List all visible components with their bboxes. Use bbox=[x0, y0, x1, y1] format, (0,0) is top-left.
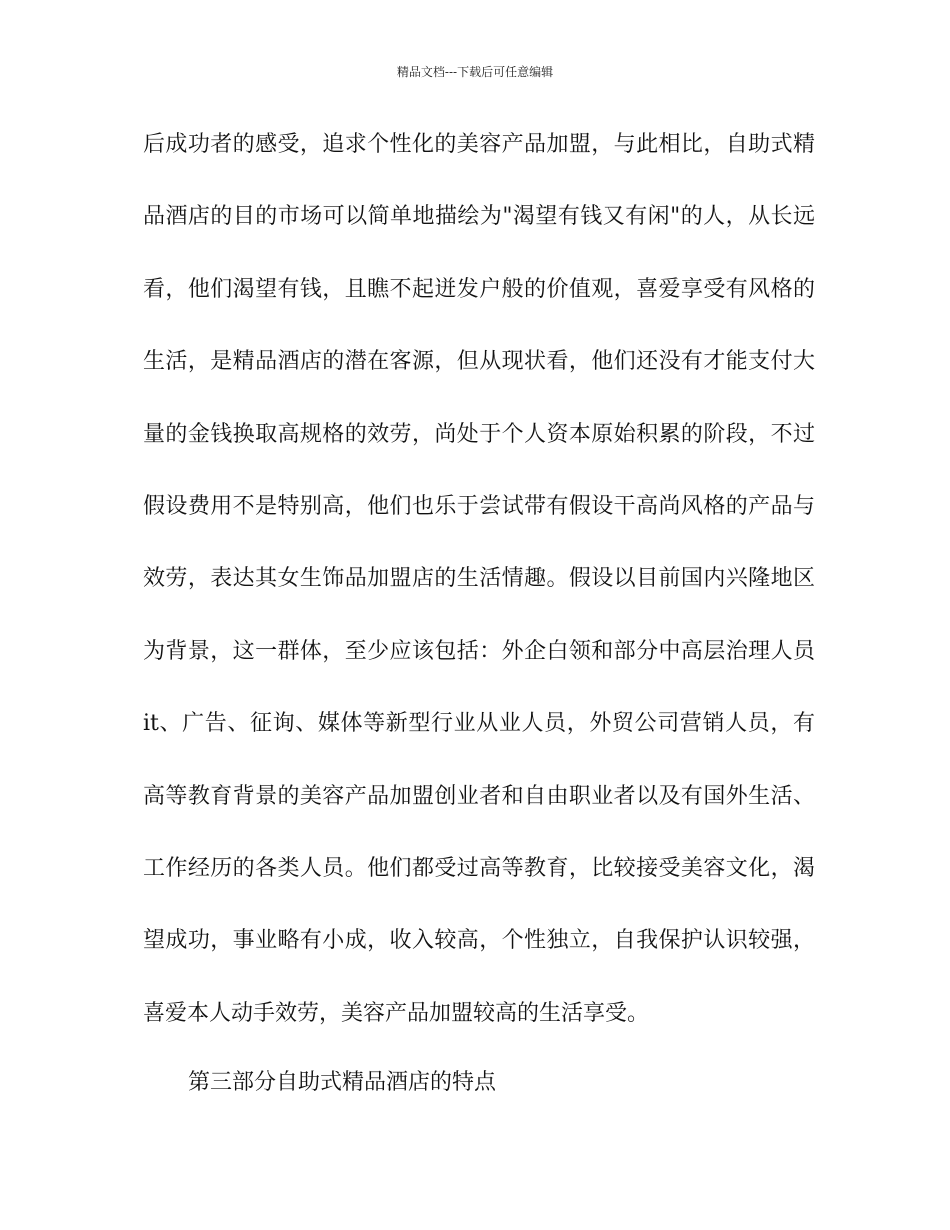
page-header: 精品文档---下载后可任意编辑 bbox=[396, 65, 554, 79]
paragraph-line: 效劳，表达其女生饰品加盟店的生活情趣。假设以目前国内兴隆地区 bbox=[143, 566, 815, 592]
body-paragraph bbox=[143, 125, 815, 1066]
paragraph-line: 工作经历的各类人员。他们都受过高等教育，比较接受美容文化，渴 bbox=[143, 855, 815, 881]
paragraph-line: 后成功者的感受，追求个性化的美容产品加盟，与此相比，自助式精 bbox=[143, 132, 815, 157]
paragraph-line: 量的金钱换取高规格的效劳，尚处于个人资本原始积累的阶段，不过 bbox=[143, 421, 815, 447]
paragraph-line: it、广告、征询、媒体等新型行业从业人员，外贸公司营销人员，有 bbox=[143, 711, 815, 737]
paragraph-line: 生活，是精品酒店的潜在客源，但从现状看，他们还没有才能支付大 bbox=[143, 349, 815, 375]
paragraph-line: 喜爱本人动手效劳，美容产品加盟较高的生活享受。 bbox=[143, 1000, 650, 1026]
paragraph-line: 望成功，事业略有小成，收入较高，个性独立，自我保护认识较强， bbox=[143, 928, 815, 954]
paragraph-line: 品酒店的目的市场可以简单地描绘为"渴望有钱又有闲"的人，从长远 bbox=[143, 204, 815, 230]
paragraph-line: 看，他们渴望有钱，且瞧不起迸发户般的价值观，喜爱享受有风格的 bbox=[143, 276, 815, 302]
paragraph-line: 为背景，这一群体，至少应该包括：外企白领和部分中高层治理人员 bbox=[143, 638, 815, 664]
paragraph-line: 假设费用不是特别高，他们也乐于尝试带有假设干高尚风格的产品与 bbox=[143, 493, 815, 519]
section-heading: 第三部分自助式精品酒店的特点 bbox=[188, 1070, 497, 1095]
paragraph-line: 高等教育背景的美容产品加盟创业者和自由职业者以及有国外生活、 bbox=[143, 783, 815, 809]
